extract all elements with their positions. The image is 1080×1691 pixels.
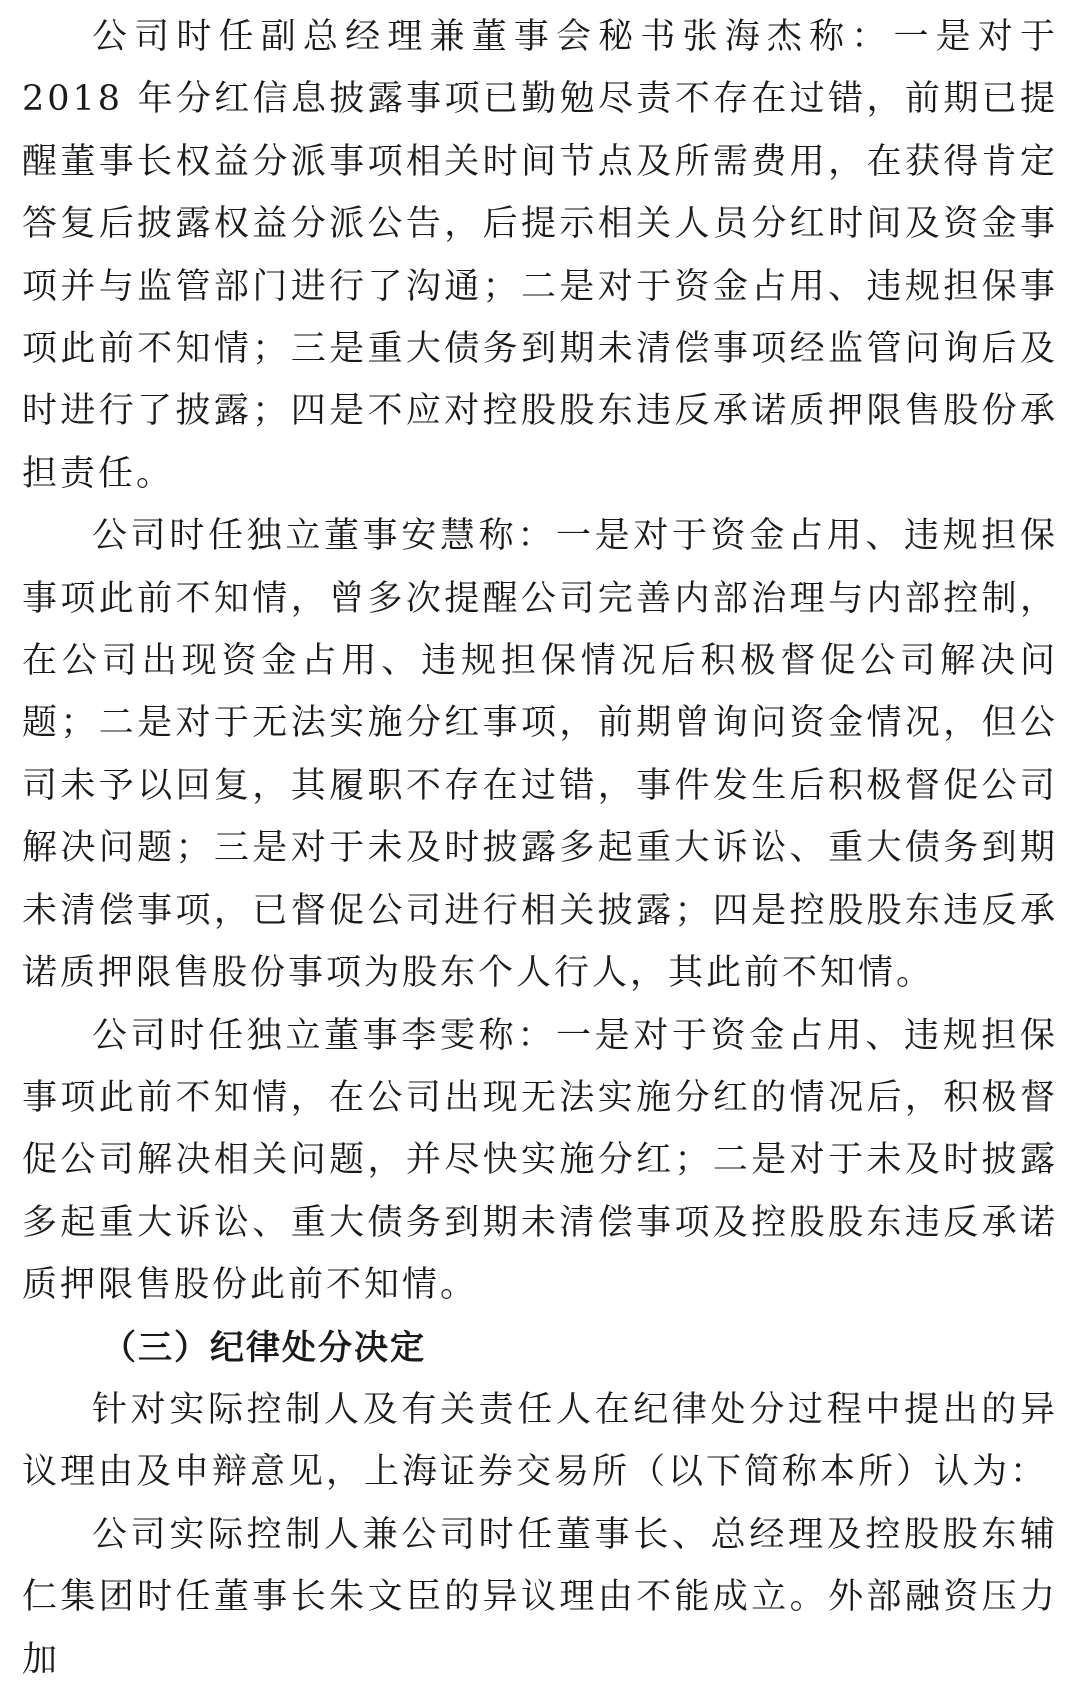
paragraph-exchange-opinion: 针对实际控制人及有关责任人在纪律处分过程中提出的异议理由及申辩意见，上海证券交易所（以下简称本所）认为： bbox=[22, 1389, 1058, 1493]
paragraph-director-li-wen-statement: 公司时任独立董事李雯称：一是对于资金占用、违规担保事项此前不知情，在公司出现无法实施分红的情况后，积极督促公司解决相关问题，并尽快实施分红；二是对于未及时披露多起重大诉讼、重大债务到期未清偿事项及控股股东违反承诺质押限售股份此前不知情。 bbox=[22, 1015, 1058, 1306]
paragraph-director-an-hui-statement: 公司时任独立董事安慧称：一是对于资金占用、违规担保事项此前不知情，曾多次提醒公司完善内部治理与内部控制，在公司出现资金占用、违规担保情况后积极督促公司解决问题；二是对于无法实施分红事项，前期曾询问资金情况，但公司未予以回复，其履职不存在过错，事件发生后积极督促公司解决问题；三是对于未及时披露多起重大诉讼、重大债务到期未清偿事项，已督促公司进行相关披露；四是控股股东违反承诺质押限售股份事项为股东个人行人，其此前不知情。 bbox=[22, 516, 1058, 994]
paragraph-secretary-statement: 公司时任副总经理兼董事会秘书张海杰称：一是对于 2018 年分红信息披露事项已勤勉尽责不存在过错，前期已提醒董事长权益分派事项相关时间节点及所需费用，在获得肯定答复后披露权益分派公告，后提示相关人员分红时间及资金事项并与监管部门进行了沟通；二是对于资金占用、违规担保事项此前不知情；三是重大债务到期未清偿事项经监管问询后及时进行了披露；四是不应对控股股东违反承诺质押限售股份承担责任。 bbox=[22, 17, 1058, 494]
paragraph-controller-objection: 公司实际控制人兼公司时任董事长、总经理及控股股东辅仁集团时任董事长朱文臣的异议理由不能成立。外部融资压力加 bbox=[22, 1514, 1058, 1680]
section-heading: （三）纪律处分决定 bbox=[102, 1327, 426, 1368]
document-page bbox=[22, 6, 1058, 1691]
